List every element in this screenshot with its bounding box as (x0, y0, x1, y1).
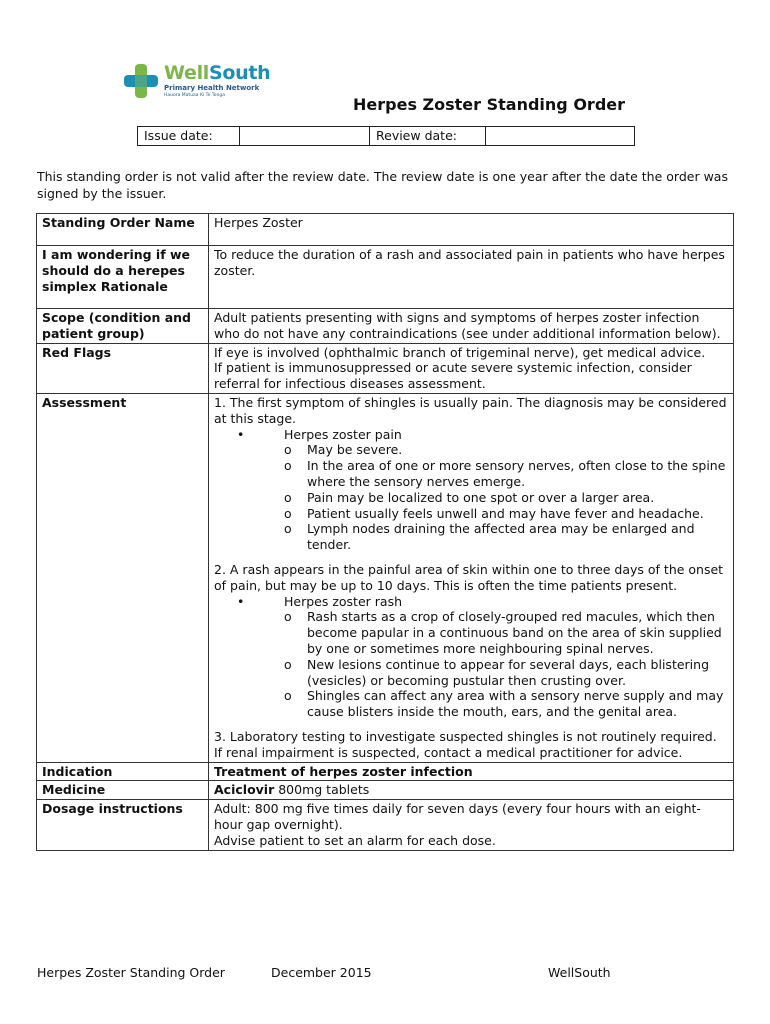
drug-name: Aciclovir (214, 782, 275, 798)
list-item: o Rash starts as a crop of closely-grouped red macules, which then become papular in a continuous band on the area of skin supplied by one or sometimes more neighbouring spinal nerves. (307, 609, 728, 656)
table-row (37, 343, 734, 393)
row-value: Herpes Zoster (209, 214, 734, 246)
issue-date-field[interactable] (240, 127, 370, 145)
footer-date: December 2015 (271, 965, 372, 980)
sub-list (284, 609, 728, 720)
standing-order-table (36, 213, 734, 851)
assessment-para-3: 3. Laboratory testing to investigate suspected shingles is not routinely required. If renal impairment is suspected, contact a medical practitioner for advice. (214, 728, 717, 760)
row-label: Red Flags (37, 343, 209, 393)
row-value (209, 393, 734, 762)
logo-brand: WellSouth (164, 62, 271, 84)
logo-tagline: Hauora Matuaa Ki Te Tonga (164, 93, 226, 98)
wellsouth-logo (122, 62, 292, 102)
document-title: Herpes Zoster Standing Order (353, 95, 626, 114)
row-value (209, 800, 734, 850)
table-row (37, 214, 734, 246)
dates-box (137, 126, 635, 146)
health-cross-icon (122, 62, 160, 100)
row-label: I am wondering if we should do a herepes simplex Rationale (37, 246, 209, 309)
list-item (284, 427, 728, 553)
drug-dose: 800mg tablets (274, 782, 370, 798)
list-item: o Patient usually feels unwell and may have fever and headache. (307, 506, 728, 522)
row-label: Dosage instructions (37, 800, 209, 850)
row-value (209, 343, 734, 393)
row-label: Assessment (37, 393, 209, 762)
sub-list (284, 442, 728, 553)
row-value (209, 781, 734, 800)
red-flag-immuno: If patient is immunosuppressed or acute severe systemic infection, consider referral for infectious diseases assessment. (214, 360, 692, 392)
list-item (284, 594, 728, 720)
footer-title: Herpes Zoster Standing Order (37, 965, 225, 980)
row-label: Standing Order Name (37, 214, 209, 246)
row-label: Scope (condition and patient group) (37, 309, 209, 344)
red-flag-eye: If eye is involved (ophthalmic branch of trigeminal nerve), get medical advice. (214, 344, 706, 360)
validity-notice: This standing order is not valid after the review date. The review date is one year after the date the order was signed by the issuer. (37, 169, 728, 201)
dosage-para-2: Advise patient to set an alarm for each dose. (214, 832, 496, 848)
footer-org: WellSouth (548, 965, 611, 980)
row-label: Indication (37, 762, 209, 781)
table-row (37, 781, 734, 800)
list-item: o May be severe. (307, 442, 728, 458)
table-row (37, 246, 734, 309)
row-value: Adult patients presenting with signs and symptoms of herpes zoster infection who do not have any contraindications (see under additional information below). (209, 309, 734, 344)
row-value: Treatment of herpes zoster infection (209, 762, 734, 781)
list-item: o New lesions continue to appear for several days, each blistering (vesicles) or becoming pustular then crusting over. (307, 657, 728, 689)
table-row (37, 800, 734, 850)
list-item: o Pain may be localized to one spot or over a larger area. (307, 490, 728, 506)
bullet-heading: Herpes zoster rash (284, 593, 402, 609)
dosage-para-1: Adult: 800 mg five times daily for seven days (every four hours with an eight-hour gap overnight). (214, 801, 701, 832)
table-row (37, 393, 734, 762)
bullet-list (214, 427, 728, 553)
logo-subtitle: Primary Health Network (164, 84, 260, 92)
list-item: o In the area of one or more sensory nerves, often close to the spine where the sensory nerves emerge. (307, 458, 728, 490)
table-row (37, 762, 734, 781)
issue-date-label: Issue date: (138, 127, 240, 145)
assessment-para-1: 1. The first symptom of shingles is usually pain. The diagnosis may be considered at this stage. (214, 394, 727, 426)
table-row (37, 309, 734, 344)
assessment-para-2: 2. A rash appears in the painful area of skin within one to three days of the onset of pain, but may be up to 10 days. This is often the time patients present. (214, 561, 724, 593)
review-date-label: Review date: (370, 127, 486, 145)
list-item: o Shingles can affect any area with a sensory nerve supply and may cause blisters inside the mouth, ears, and the genital area. (307, 688, 728, 720)
list-item: o Lymph nodes draining the affected area may be enlarged and tender. (307, 521, 728, 553)
row-label: Medicine (37, 781, 209, 800)
row-value: To reduce the duration of a rash and associated pain in patients who have herpes zoster. (209, 246, 734, 309)
bullet-list (214, 594, 728, 720)
bullet-heading: Herpes zoster pain (284, 426, 402, 442)
review-date-field[interactable] (486, 127, 634, 145)
